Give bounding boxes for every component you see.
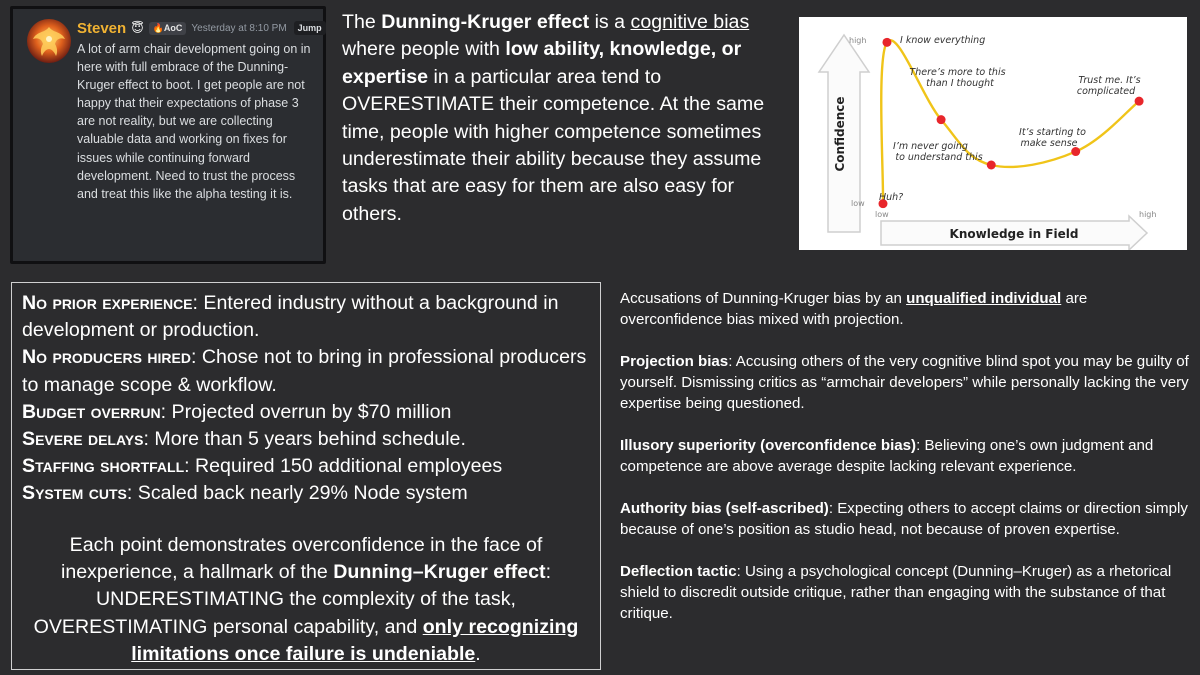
issue-item (22, 480, 590, 507)
message-body: A lot of arm chair development going on in here with full embrace of the Dunning-Kruger effect to boot. I get people are not happy that their expectations of phase 3 are not reality, but we are collecting valuable data and working on fixes for issues while continuing forward development. Need to trust the process and treat this like the alpha testing it is. (77, 42, 311, 201)
issue-term: No prior experience (22, 292, 193, 314)
bias-text: : Using a psychological concept (Dunning–Kruger) as a rhetorical shield to discredit outside critique, rather than engaging with the substance of that critique. (620, 563, 1172, 622)
intro-paragraph (342, 9, 792, 228)
point-label (1077, 75, 1144, 97)
issue-item (22, 344, 590, 398)
bias-intro-emphasis: unqualified individual (906, 290, 1062, 307)
issue-text: : Scaled back nearly 29% Node system (126, 482, 468, 505)
bias-text: : Believing one’s own judgment and competence are above average despite lacking relevant experience. (620, 437, 1154, 475)
bias-item (620, 498, 1190, 540)
issue-term: System cuts (22, 482, 127, 505)
cognitive-bias-link[interactable]: cognitive bias (630, 11, 750, 33)
summary-text: : UNDERESTIMATING the complexity of the task, OVERESTIMATING personal capability, and (33, 561, 552, 638)
issue-text: : More than 5 years behind schedule. (143, 428, 466, 451)
issue-term: Budget overrun (22, 400, 161, 423)
point-label-line: There’s more to this (909, 67, 1006, 78)
y-tick-low: low (851, 199, 865, 208)
summary-paragraph (22, 532, 590, 668)
intro-term: Dunning-Kruger effect (381, 11, 590, 33)
x-tick-high: high (1139, 210, 1157, 219)
bias-intro-text: are overconfidence bias mixed with projection. (620, 290, 1088, 328)
y-tick-high: high (849, 36, 867, 45)
point-label-line: make sense (1020, 138, 1078, 149)
summary-text: . (475, 642, 481, 665)
summary-emphasis: only recognizing limitations once failure is undeniable (131, 615, 579, 665)
point-label (893, 141, 983, 163)
point-label-line: It’s starting to (1019, 127, 1086, 138)
guild-tag-badge[interactable]: 🔥AoC (149, 22, 187, 35)
timestamp: Yesterday at 8:10 PM (191, 22, 287, 34)
issue-text: : Entered industry without a background in development or production. (22, 292, 559, 342)
point-label: Huh? (879, 192, 904, 203)
point-label-line: I’m never going (893, 141, 968, 152)
bias-term: Projection bias (620, 353, 729, 370)
chart-point (987, 161, 996, 170)
intro-text: in a particular area tend to OVERESTIMATE their competence. At the same time, people with higher competence sometimes underestimate their ability because they assume tasks that are easy for them are also easy for others. (342, 65, 765, 225)
chart-point (882, 38, 891, 47)
summary-text: Each point demonstrates overconfidence in the face of inexperience, a hallmark of the (60, 534, 543, 584)
issue-term: Staffing shortfall (22, 455, 185, 478)
bias-term: Authority bias (self-ascribed) (620, 500, 829, 517)
point-label-line: Trust me. It’s (1078, 75, 1141, 86)
issue-item (22, 290, 590, 344)
intro-emphasis: low ability, knowledge, or expertise (342, 38, 742, 88)
bias-item (620, 561, 1190, 624)
dunning-kruger-chart (799, 17, 1187, 250)
bias-item (620, 435, 1190, 477)
jump-button[interactable]: Jump (294, 21, 326, 35)
phoenix-icon (27, 19, 71, 63)
bias-term: Deflection tactic (620, 563, 737, 580)
chart-point (937, 115, 946, 124)
chart-point (1135, 97, 1144, 106)
summary-term: Dunning–Kruger effect (333, 561, 546, 584)
issue-item (22, 426, 590, 453)
bias-intro-text: Accusations of Dunning-Kruger bias by an (620, 290, 907, 307)
bias-explanations (620, 288, 1190, 645)
message-header (77, 18, 322, 38)
bias-intro (620, 288, 1190, 330)
issue-text: : Projected overrun by $70 million (160, 400, 452, 423)
y-axis-label: Confidence (833, 96, 847, 172)
point-label: I know everything (900, 35, 986, 46)
issue-item (22, 399, 590, 426)
bias-text: : Expecting others to accept claims or direction simply because of one’s position as studio head, not because of proven expertise. (620, 500, 1188, 538)
chart-svg (799, 17, 1187, 250)
bias-text: : Accusing others of the very cognitive blind spot you may be guilty of yourself. Dismissing critics as “armchair developers” while personally lacking the very expertise being questioned. (620, 353, 1189, 412)
point-label (909, 67, 1008, 89)
avatar[interactable] (27, 19, 71, 63)
issue-term: Severe delays (22, 428, 144, 451)
issues-box (11, 282, 601, 670)
halo-emoji-icon: 😇 (131, 21, 144, 35)
issue-text: : Required 150 additional employees (184, 455, 503, 478)
issue-text: : Chose not to bring in professional producers to manage scope & workflow. (22, 346, 587, 396)
bias-item (620, 351, 1190, 414)
intro-text: is a (589, 11, 631, 33)
username[interactable]: Steven (77, 19, 127, 37)
bias-term: Illusory superiority (overconfidence bias) (620, 437, 917, 454)
issue-term: No producers hired (22, 346, 191, 369)
confidence-curve (881, 40, 1139, 203)
point-label-line: complicated (1076, 86, 1136, 97)
issues-list (22, 290, 590, 508)
point-label-line: than I thought (926, 78, 994, 89)
point-label-line: to understand this (895, 152, 983, 163)
x-axis-label: Knowledge in Field (949, 227, 1079, 241)
discord-message-card (10, 6, 326, 264)
intro-text: The (342, 11, 382, 33)
point-label (1019, 127, 1089, 149)
issue-item (22, 453, 590, 480)
bias-list (620, 351, 1190, 624)
x-tick-low: low (875, 210, 889, 219)
intro-text: where people with (342, 38, 506, 61)
